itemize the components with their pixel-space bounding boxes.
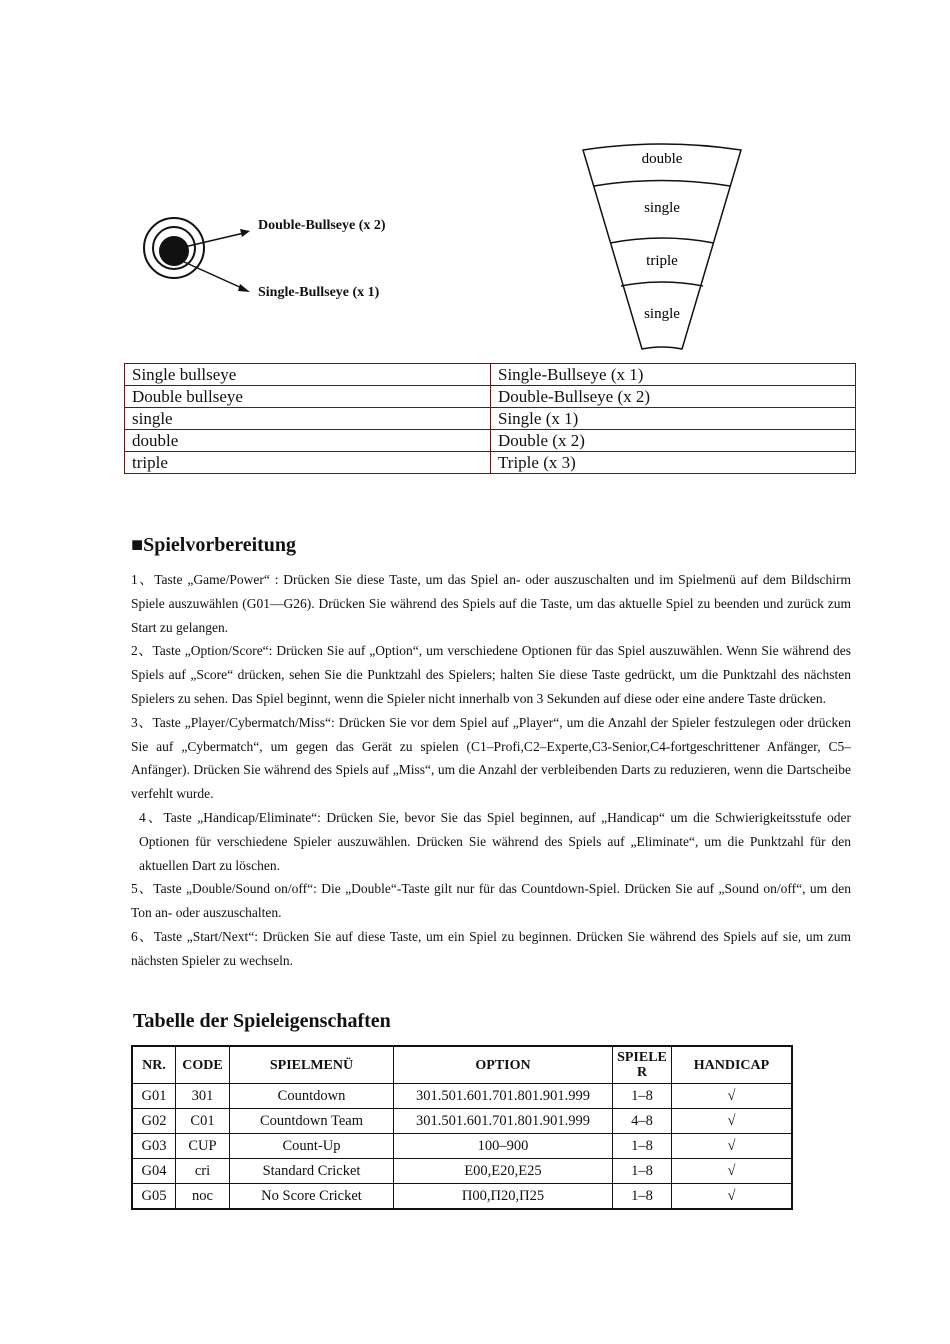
table-row bbox=[132, 1159, 792, 1184]
table-cell: Standard Cricket bbox=[230, 1159, 394, 1184]
table-cell: double bbox=[125, 430, 491, 452]
column-header: SPIELE R bbox=[613, 1046, 672, 1084]
table-cell: 1–8 bbox=[613, 1134, 672, 1159]
table-cell: Countdown Team bbox=[230, 1109, 394, 1134]
table-cell: CUP bbox=[176, 1134, 230, 1159]
table-cell: П00,П20,П25 bbox=[394, 1184, 613, 1210]
table-row bbox=[125, 408, 856, 430]
table-cell: G01 bbox=[132, 1084, 176, 1109]
game-properties-table bbox=[131, 1045, 793, 1210]
table-row bbox=[125, 364, 856, 386]
step-paragraph: 1、Taste „Game/Power“ : Drücken Sie diese Taste, um das Spiel an- oder auszuschalten und im Spielmenü auf dem Bildschirm Spiele auszuwählen (G01—G26). Drücken Sie während des Spiels auf die Taste, um das aktuelle Spiel zu beenden und zurück zum Start zu gelangen. bbox=[131, 572, 851, 635]
table-cell: triple bbox=[125, 452, 491, 474]
table-cell: √ bbox=[672, 1184, 793, 1210]
table-cell: Triple (x 3) bbox=[491, 452, 856, 474]
column-header: NR. bbox=[132, 1046, 176, 1084]
table-cell: C01 bbox=[176, 1109, 230, 1134]
segment-label: triple bbox=[646, 253, 678, 269]
table-cell: 1–8 bbox=[613, 1184, 672, 1210]
preparation-steps bbox=[131, 568, 851, 973]
table-cell: Single (x 1) bbox=[491, 408, 856, 430]
section-title-game-table: Tabelle der Spieleigenschaften bbox=[133, 1010, 391, 1032]
column-header: HANDICAP bbox=[672, 1046, 793, 1084]
table-row bbox=[132, 1134, 792, 1159]
table-cell: G02 bbox=[132, 1109, 176, 1134]
table-row bbox=[132, 1109, 792, 1134]
step-paragraph: 3、Taste „Player/Cybermatch/Miss“: Drücken Sie vor dem Spiel auf „Player“, um die Anzahl der Spieler festzulegen oder drücken Sie auf „Cybermatch“, um gegen das Gerät zu spielen (C1–Profi,C2–Experte,C3-Senior,C4-fortgeschrittener Anfänger, C5–Anfänger). Drücken Sie während des Spiels auf „Miss“, um die Anzahl der verbleibenden Darts zu reduzieren, wenn die Dartscheibe verfehlt wurde. bbox=[131, 714, 851, 802]
section-title-preparation: ■Spielvorbereitung bbox=[131, 534, 297, 556]
table-cell: Double-Bullseye (x 2) bbox=[491, 386, 856, 408]
segment-label: single bbox=[644, 200, 680, 216]
step-paragraph: 4、Taste „Handicap/Eliminate“: Drücken Sie, bevor Sie das Spiel beginnen, auf „Handicap“ um die Schwierigkeitsstufe oder Optionen für verschiedene Spieler auszuwählen. Drücken Sie während des Spiels auf „Eliminate“, um die Punktzahl für den aktuellen Dart zu löschen. bbox=[139, 809, 851, 873]
table-row bbox=[125, 452, 856, 474]
table-cell: √ bbox=[672, 1084, 793, 1109]
table-cell: Single bullseye bbox=[125, 364, 491, 386]
table-cell: Countdown bbox=[230, 1084, 394, 1109]
segment-label: single bbox=[644, 306, 680, 322]
table-row bbox=[132, 1184, 792, 1210]
table-header-row bbox=[132, 1046, 792, 1084]
table-cell: No Score Cricket bbox=[230, 1184, 394, 1210]
table-cell: E00,E20,E25 bbox=[394, 1159, 613, 1184]
table-cell: Single-Bullseye (x 1) bbox=[491, 364, 856, 386]
table-cell: single bbox=[125, 408, 491, 430]
table-cell: √ bbox=[672, 1159, 793, 1184]
step-paragraph: 5、Taste „Double/Sound on/off“: Die „Double“-Taste gilt nur für das Countdown-Spiel. Drücken Sie auf „Sound on/off“, um den Ton an- oder auszuschalten. bbox=[131, 881, 851, 921]
segment-diagram bbox=[0, 0, 950, 400]
table-cell: noc bbox=[176, 1184, 230, 1210]
double-bullseye-label: Double-Bullseye (x 2) bbox=[258, 218, 386, 233]
table-cell: G05 bbox=[132, 1184, 176, 1210]
step-paragraph: 2、Taste „Option/Score“: Drücken Sie auf „Option“, um verschiedene Optionen für das Spiel auszuwählen. Wenn Sie während des Spiels auf „Score“ drücken, sehen Sie die Punktzahl des Spielers; halten Sie diese Taste gedrückt, um die Punktzahl des nächsten Spielers zu sehen. Das Spiel beginnt, wenn die Spieler nicht innerhalb von 3 Sekunden auf diese oder eine andere Taste drücken. bbox=[131, 643, 851, 706]
column-header: CODE bbox=[176, 1046, 230, 1084]
table-cell: 301 bbox=[176, 1084, 230, 1109]
table-cell: Double bullseye bbox=[125, 386, 491, 408]
table-cell: cri bbox=[176, 1159, 230, 1184]
single-bullseye-label: Single-Bullseye (x 1) bbox=[258, 285, 380, 300]
segment-label: double bbox=[641, 151, 683, 167]
table-row bbox=[125, 386, 856, 408]
table-cell: G03 bbox=[132, 1134, 176, 1159]
table-cell: 4–8 bbox=[613, 1109, 672, 1134]
table-row bbox=[132, 1084, 792, 1109]
column-header: OPTION bbox=[394, 1046, 613, 1084]
table-cell: Double (x 2) bbox=[491, 430, 856, 452]
table-cell: 301.501.601.701.801.901.999 bbox=[394, 1084, 613, 1109]
table-cell: √ bbox=[672, 1109, 793, 1134]
column-header: SPIELMENÜ bbox=[230, 1046, 394, 1084]
table-cell: √ bbox=[672, 1134, 793, 1159]
table-cell: 100–900 bbox=[394, 1134, 613, 1159]
step-paragraph: 6、Taste „Start/Next“: Drücken Sie auf diese Taste, um ein Spiel zu beginnen. Drücken Sie während des Spiels auf sie, um zum nächsten Spieler zu wechseln. bbox=[131, 928, 851, 968]
table-cell: 1–8 bbox=[613, 1159, 672, 1184]
scoring-table bbox=[124, 363, 856, 474]
table-cell: G04 bbox=[132, 1159, 176, 1184]
table-cell: 1–8 bbox=[613, 1084, 672, 1109]
table-cell: Count-Up bbox=[230, 1134, 394, 1159]
table-cell: 301.501.601.701.801.901.999 bbox=[394, 1109, 613, 1134]
table-row bbox=[125, 430, 856, 452]
